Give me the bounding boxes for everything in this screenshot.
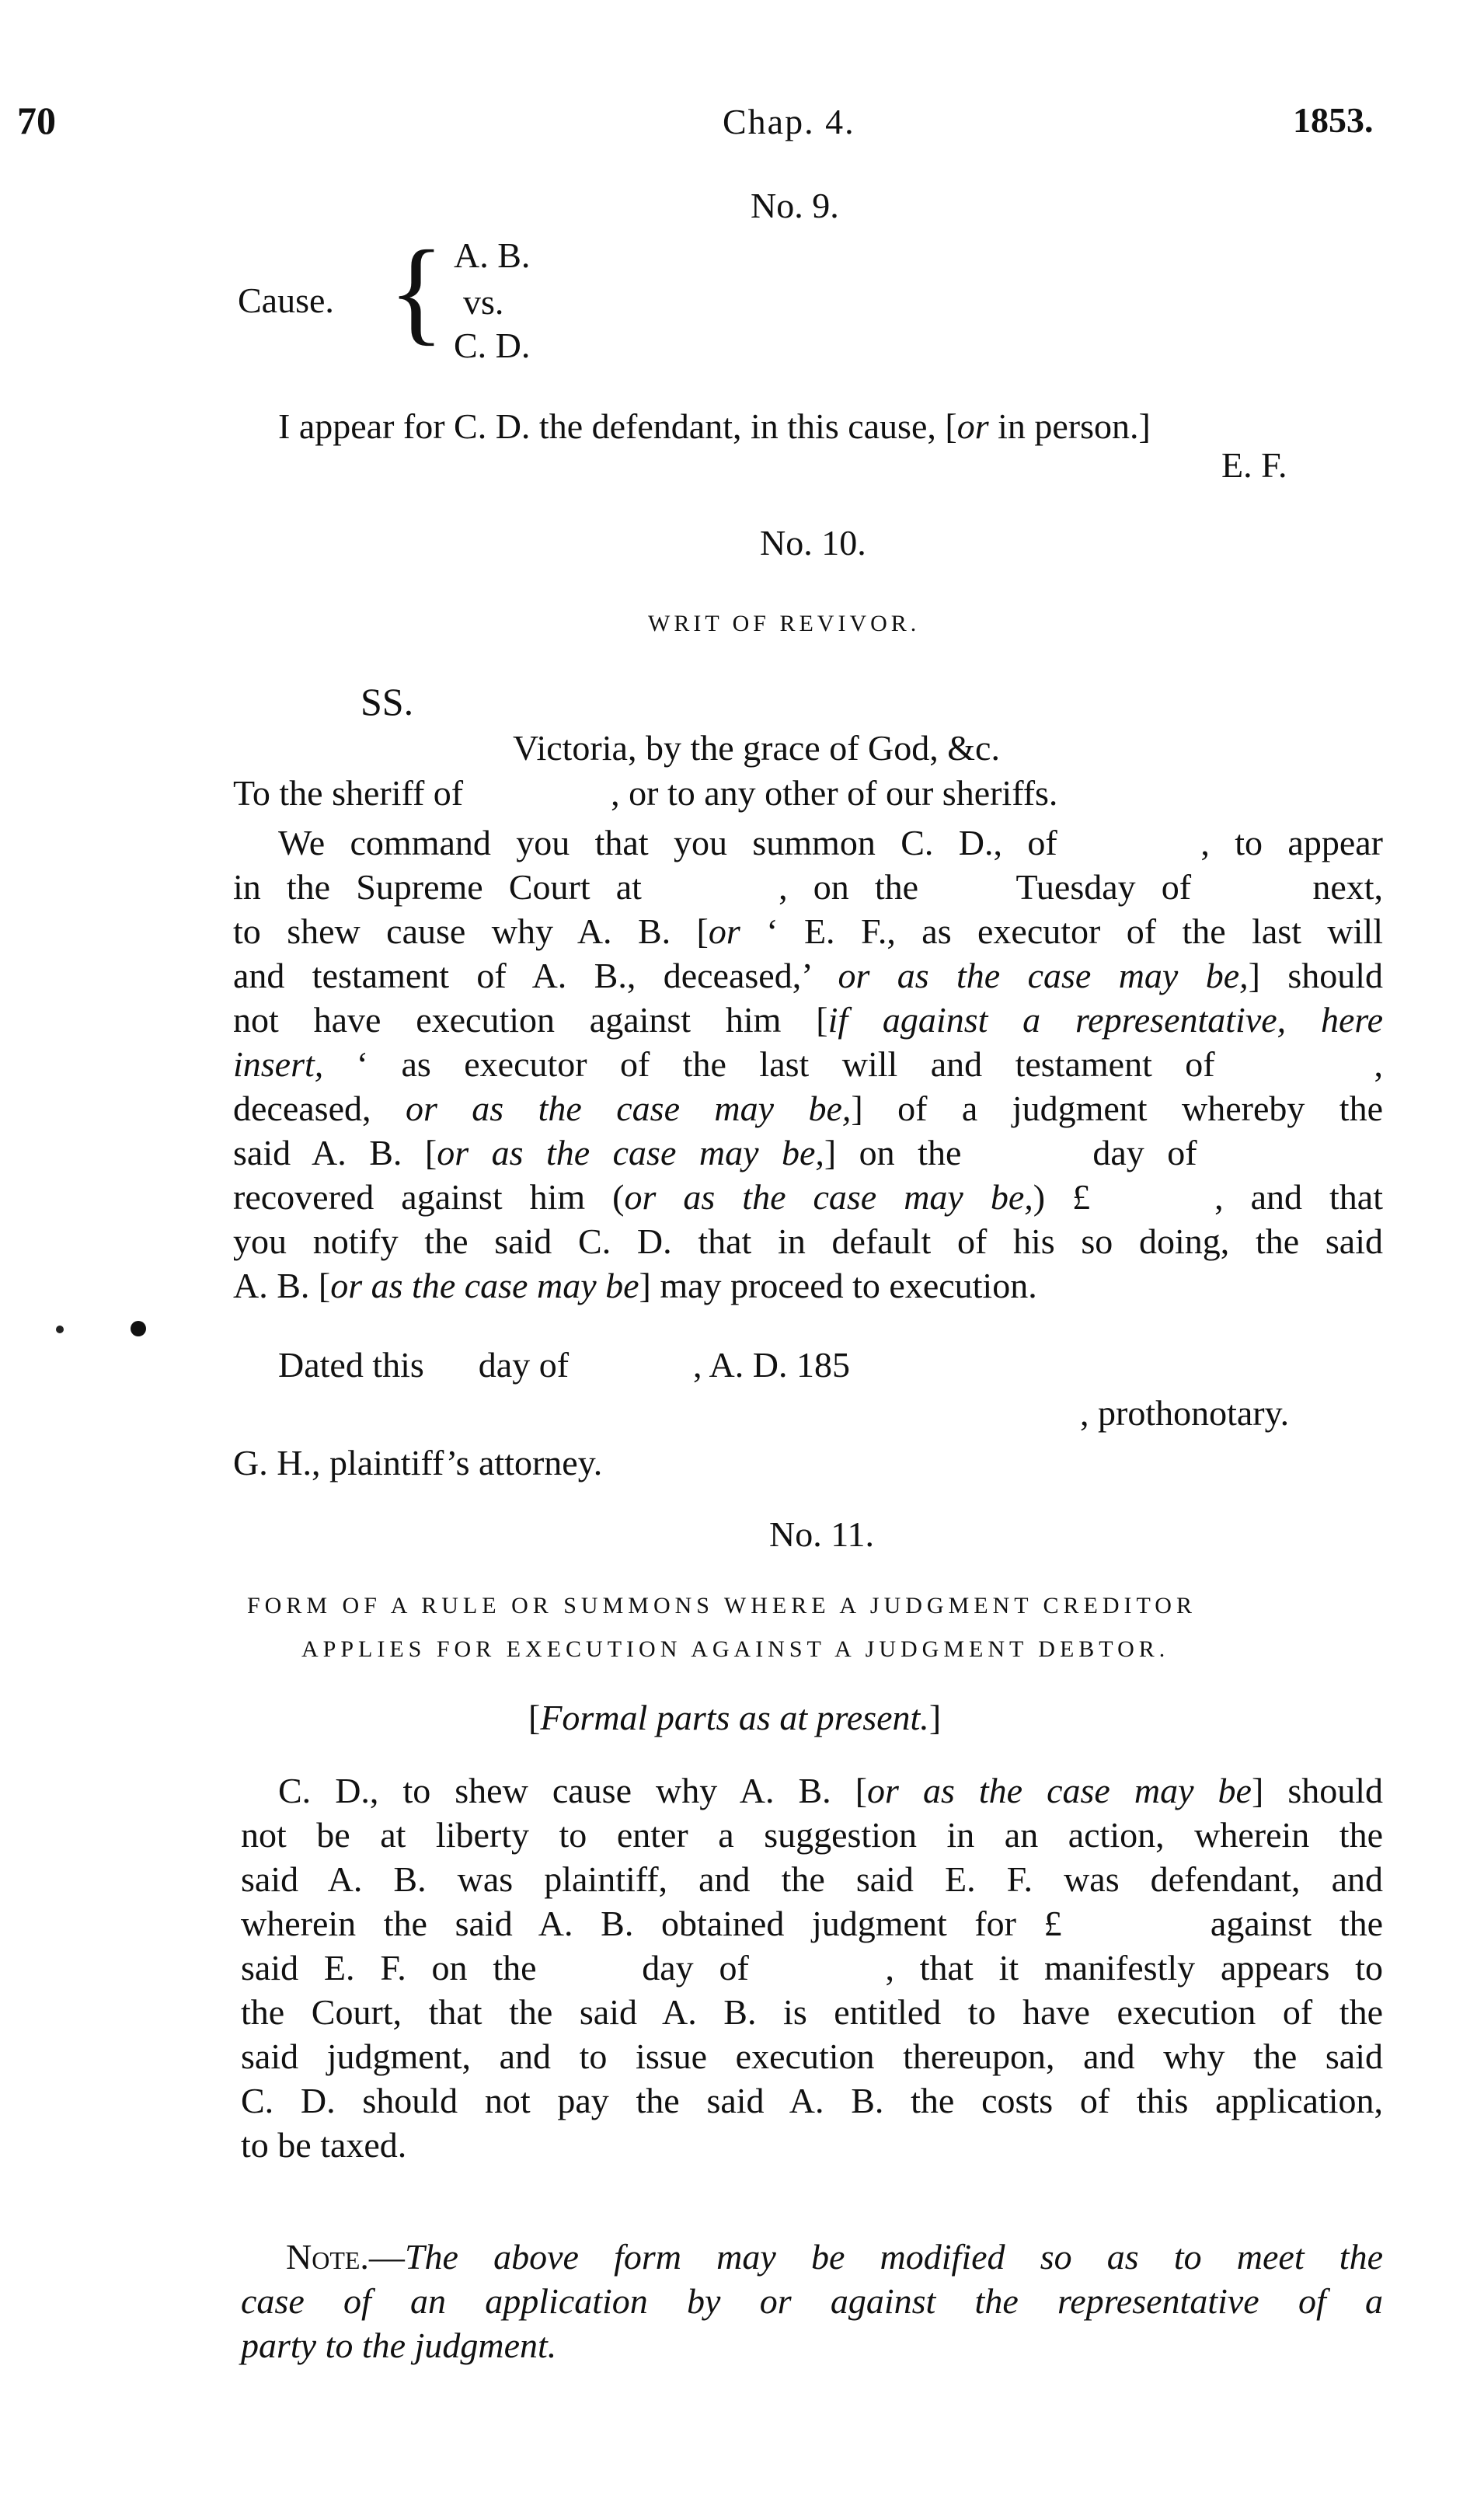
page-number: 70: [17, 99, 56, 142]
formal-parts: [Formal parts as at present.]: [528, 1698, 942, 1737]
party-a: A. B.: [454, 235, 531, 275]
margin-dot-large: [131, 1321, 146, 1336]
to-sheriff-line: To the sheriff of , or to any other of our sheriffs.: [233, 773, 1058, 813]
prothonotary-line: , prothonotary.: [1080, 1393, 1290, 1433]
chapter-heading: Chap. 4.: [723, 102, 855, 141]
attorney-line: G. H., plaintiff’s attorney.: [233, 1443, 603, 1482]
signature-ef: E. F.: [1221, 445, 1287, 485]
appearance-line: I appear for C. D. the defendant, in this cause, [or in person.]: [278, 406, 1151, 446]
versus-label: vs.: [463, 282, 504, 322]
dated-line: Dated this day of , A. D. 185: [278, 1345, 850, 1385]
rule-body: C. D., to shew cause why A. B. [or as the case may be] should not be at liberty to enter a suggestion in an action, wherein the said A. B. was plaintiff, and the said E. F. was defendant, and wherein the said A. B. obtained judgment for £ against the said E. F. on the day of , that it manifestly appears to the Court, that the said A. B. is entitled to have execution of the said judgment, and to issue execution thereupon, and why the said C. D. should not pay the said A. B. the costs of this application, to be taxed.: [241, 1771, 1384, 2165]
form-9-number: No. 9.: [751, 186, 839, 225]
form-10-number: No. 10.: [760, 523, 866, 563]
ss-label: SS.: [361, 680, 414, 723]
margin-dot-small: [56, 1326, 64, 1333]
cause-label: Cause.: [238, 280, 334, 320]
form-11-title-line-1: FORM OF A RULE OR SUMMONS WHERE A JUDGMENT CREDITOR: [247, 1593, 1197, 1618]
form-11-number: No. 11.: [769, 1514, 875, 1554]
writ-body: We command you that you summon C. D., of , to appear in the Supreme Court at , on the Tuesday of next, to shew cause why A. B. [or ‘ E. F., as executor of the last will and testament of A. B., deceased,’ or as the case may be,] should not have execution against him [if against a representative, here insert, ‘ as executor of the last will and testament of , deceased, or as the case may be,] of a judgment whereby the said A. B. [or as the case may be,] on the day of recovered against him (or as the case may be,) £ , and that you notify the said C. D. that in default of his so doing, the said A. B. [or as the case may be] may proceed to execution.: [233, 823, 1384, 1305]
year-heading: 1853.: [1293, 100, 1374, 140]
note-block: Note.—The above form may be modified so as to meet the case of an application by or against the representative of a party to the judgment.: [241, 2237, 1383, 2365]
form-11-title-line-2: APPLIES FOR EXECUTION AGAINST A JUDGMENT DEBTOR.: [301, 1636, 1170, 1662]
salutation: Victoria, by the grace of God, &c.: [513, 728, 1000, 768]
writ-title: WRIT OF REVIVOR.: [648, 611, 921, 636]
brace-symbol: {: [388, 227, 444, 356]
party-c: C. D.: [454, 326, 531, 365]
